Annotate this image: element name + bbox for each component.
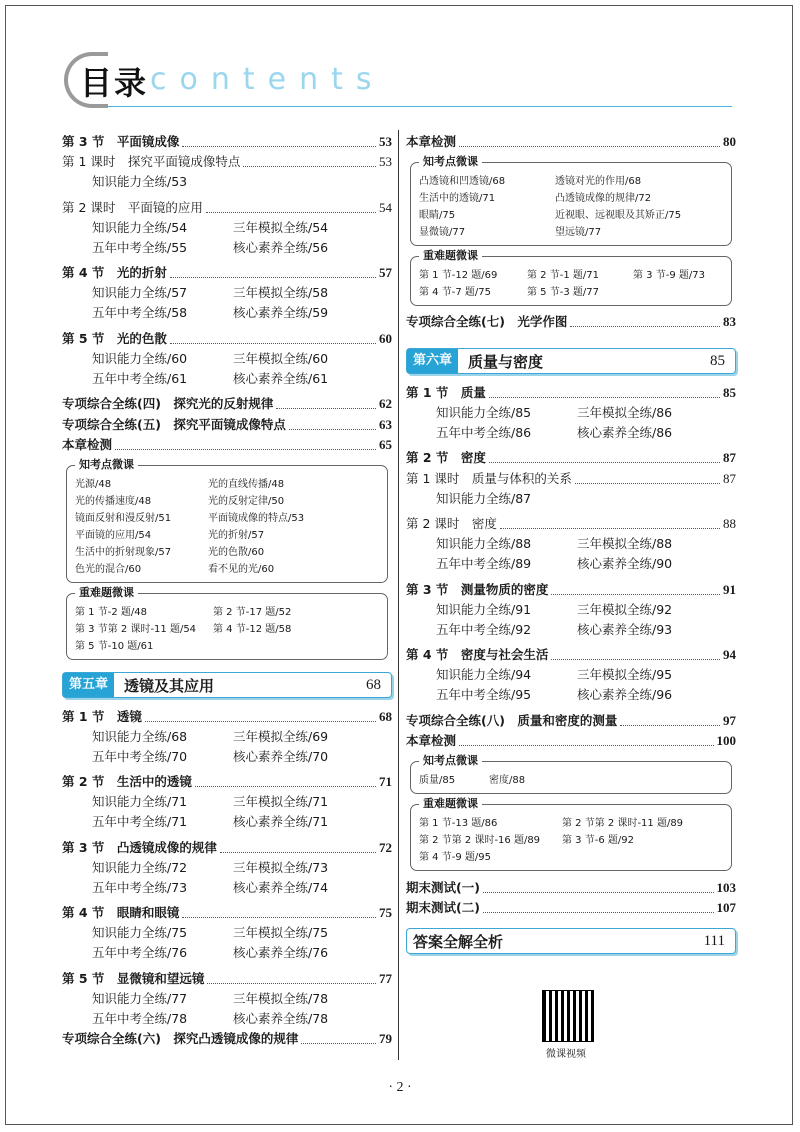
exercise-item: 三年模拟全练/86 bbox=[577, 404, 673, 420]
box-title: 知考点微课 bbox=[419, 155, 482, 169]
exercise-item: 五年中考全练/55 bbox=[92, 239, 188, 255]
exercise-item: 知识能力全练/94 bbox=[436, 667, 532, 682]
exercise-list bbox=[62, 989, 392, 1029]
lesson-item[interactable]: 质量/85 bbox=[419, 775, 456, 786]
lesson-item[interactable]: 平面镜成像的特点/53 bbox=[208, 513, 305, 524]
exercise-item: 核心素养全练/90 bbox=[577, 556, 673, 571]
exercise-item: 三年模拟全练/95 bbox=[577, 667, 673, 682]
lesson-item[interactable]: 看不见的光/60 bbox=[208, 564, 275, 575]
box-title: 重难题微课 bbox=[419, 797, 482, 811]
toc-entry[interactable]: 第 4 节 眼睛和眼镜 75 bbox=[62, 905, 392, 920]
exercise-item: 五年中考全练/70 bbox=[92, 748, 188, 764]
exercise-item: 知识能力全练/87 bbox=[436, 490, 532, 506]
lesson-item[interactable]: 第 5 节-3 题/77 bbox=[527, 286, 599, 298]
box-title: 知考点微课 bbox=[419, 754, 482, 768]
problem-lesson-box bbox=[410, 797, 732, 871]
exercise-item: 知识能力全练/75 bbox=[92, 925, 188, 940]
exercise-item: 三年模拟全练/92 bbox=[577, 601, 673, 617]
exercise-item: 核心素养全练/96 bbox=[577, 687, 673, 702]
toc-entry[interactable]: 第 1 节 质量 85 bbox=[406, 384, 736, 400]
lesson-item[interactable]: 第 4 节-12 题/58 bbox=[213, 624, 292, 635]
lesson-item[interactable]: 第 4 节-7 题/75 bbox=[419, 286, 491, 298]
lesson-item[interactable]: 第 2 节第 2 课时-16 题/89 bbox=[419, 835, 541, 846]
toc-entry[interactable]: 第 3 节 测量物质的密度 91 bbox=[406, 581, 736, 597]
exercise-list bbox=[406, 600, 736, 640]
exercise-item: 三年模拟全练/73 bbox=[233, 859, 329, 875]
qr-caption: 微课视频 bbox=[546, 1049, 586, 1060]
exercise-item: 知识能力全练/91 bbox=[436, 601, 532, 617]
exercise-item: 知识能力全练/85 bbox=[436, 404, 532, 420]
lesson-item[interactable]: 第 2 节-17 题/52 bbox=[213, 607, 292, 618]
toc-entry[interactable]: 第 2 课时 平面镜的应用 54 bbox=[62, 199, 392, 215]
toc-entry[interactable]: 第 2 节 生活中的透镜 71 bbox=[62, 774, 392, 789]
chapter-page: 85 bbox=[710, 352, 725, 369]
lesson-item[interactable]: 生活中的折射现象/57 bbox=[75, 547, 172, 558]
micro-lesson-box bbox=[66, 458, 388, 583]
toc-entry[interactable]: 第 5 节 光的色散 60 bbox=[62, 330, 392, 346]
lesson-item[interactable]: 光的直线传播/48 bbox=[208, 479, 285, 490]
exercise-item: 知识能力全练/54 bbox=[92, 219, 188, 235]
lesson-item[interactable]: 望远镜/77 bbox=[555, 226, 602, 238]
lesson-item[interactable]: 第 2 节第 2 课时-11 题/89 bbox=[562, 818, 684, 829]
toc-entry[interactable]: 本章检测 65 bbox=[62, 437, 392, 452]
page-number: · 2 · bbox=[388, 1080, 412, 1095]
problem-lesson-box bbox=[66, 586, 388, 660]
exercise-item: 核心素养全练/74 bbox=[233, 879, 329, 895]
exercise-item: 知识能力全练/88 bbox=[436, 536, 532, 551]
lesson-item[interactable]: 第 2 节-1 题/71 bbox=[527, 269, 599, 281]
toc-entry[interactable]: 专项综合全练(四) 探究光的反射规律 62 bbox=[62, 396, 392, 411]
exercise-item: 五年中考全练/92 bbox=[436, 621, 532, 637]
exercise-list bbox=[62, 923, 392, 963]
lesson-item[interactable]: 第 1 节-13 题/86 bbox=[419, 818, 498, 829]
problem-lesson-box bbox=[410, 248, 732, 306]
chapter-name: 质量与密度 bbox=[468, 352, 544, 371]
toc-entry[interactable]: 第 3 节 平面镜成像 53 bbox=[62, 133, 392, 149]
box-title: 重难题微课 bbox=[419, 249, 482, 263]
exercise-list bbox=[62, 218, 392, 258]
exercise-item: 核心素养全练/56 bbox=[233, 239, 329, 255]
chapter-label: 第五章 bbox=[63, 673, 114, 697]
lesson-item[interactable]: 生活中的透镜/71 bbox=[419, 192, 496, 204]
chapter-banner[interactable] bbox=[406, 348, 736, 374]
exercise-item: 五年中考全练/95 bbox=[436, 687, 532, 702]
toc-entry[interactable]: 本章检测 100 bbox=[406, 733, 736, 748]
toc-entry[interactable]: 第 4 节 光的折射 57 bbox=[62, 265, 392, 280]
lesson-item[interactable]: 光的色散/60 bbox=[208, 547, 265, 558]
exercise-item: 核心素养全练/70 bbox=[233, 748, 329, 764]
toc-entry[interactable]: 本章检测 80 bbox=[406, 133, 736, 149]
exercise-item: 五年中考全练/58 bbox=[92, 305, 188, 320]
exercise-list bbox=[406, 665, 736, 705]
toc-entry[interactable]: 第 3 节 凸透镜成像的规律 72 bbox=[62, 839, 392, 855]
toc-entry[interactable]: 第 1 课时 探究平面镜成像特点 53 bbox=[62, 154, 392, 169]
lesson-item[interactable]: 光的传播速度/48 bbox=[75, 496, 152, 507]
lesson-item[interactable]: 第 3 节第 2 课时-11 题/54 bbox=[75, 624, 197, 635]
lesson-item[interactable]: 密度/88 bbox=[489, 775, 526, 786]
lesson-item[interactable]: 第 3 节-9 题/73 bbox=[633, 269, 705, 281]
exercise-item: 知识能力全练/77 bbox=[92, 990, 188, 1006]
lesson-item[interactable]: 平面镜的应用/54 bbox=[75, 530, 152, 541]
exercise-item: 三年模拟全练/71 bbox=[233, 794, 329, 809]
toc-entry[interactable]: 专项综合全练(七) 光学作图 83 bbox=[406, 314, 736, 329]
lesson-item[interactable]: 第 3 节-6 题/92 bbox=[562, 835, 634, 846]
lesson-item[interactable]: 光的折射/57 bbox=[208, 530, 265, 541]
exercise-item: 知识能力全练/68 bbox=[92, 728, 188, 744]
lesson-item[interactable]: 眼睛/75 bbox=[419, 209, 456, 221]
column-divider bbox=[398, 130, 399, 1060]
chapter-banner[interactable] bbox=[62, 672, 392, 698]
toc-entry[interactable]: 第 4 节 密度与社会生活 94 bbox=[406, 647, 736, 662]
exercise-item: 五年中考全练/89 bbox=[436, 556, 532, 571]
toc-entry[interactable]: 第 2 节 密度 87 bbox=[406, 450, 736, 465]
exercise-item: 核心素养全练/59 bbox=[233, 305, 329, 320]
exercise-item: 五年中考全练/86 bbox=[436, 424, 532, 440]
exercise-list bbox=[62, 792, 392, 832]
toc-entry[interactable]: 期末测试(一) 103 bbox=[406, 879, 736, 895]
chapter-label: 第六章 bbox=[407, 349, 458, 373]
exercise-item: 核心素养全练/61 bbox=[233, 370, 329, 386]
lesson-item[interactable]: 光源/48 bbox=[75, 479, 112, 490]
exercise-list bbox=[62, 172, 392, 192]
toc-entry[interactable]: 专项综合全练(六) 探究凸透镜成像的规律 79 bbox=[62, 1031, 392, 1046]
lesson-item[interactable]: 镜面反射和漫反射/51 bbox=[75, 513, 172, 524]
lesson-item[interactable]: 凸透镜和凹透镜/68 bbox=[419, 175, 506, 187]
exercise-item: 三年模拟全练/88 bbox=[577, 536, 673, 551]
lesson-item[interactable]: 色光的混合/60 bbox=[75, 564, 142, 575]
exercise-list bbox=[406, 489, 736, 509]
micro-lesson-box bbox=[410, 154, 732, 246]
page-title: 目录 bbox=[80, 64, 149, 102]
chapter-name: 透镜及其应用 bbox=[124, 676, 215, 695]
toc-entry[interactable]: 期末测试(二) 107 bbox=[406, 900, 736, 915]
exercise-item: 知识能力全练/53 bbox=[92, 174, 188, 189]
exercise-list bbox=[406, 403, 736, 443]
exercise-item: 知识能力全练/72 bbox=[92, 859, 188, 875]
page-subtitle: contents bbox=[150, 62, 385, 97]
answers-title: 答案全解全析 bbox=[413, 932, 504, 951]
lesson-item[interactable]: 凸透镜成像的规律/72 bbox=[555, 192, 652, 204]
lesson-item[interactable]: 第 1 节-2 题/48 bbox=[75, 607, 147, 618]
lesson-item[interactable]: 透镜对光的作用/68 bbox=[555, 175, 642, 187]
toc-entry[interactable]: 专项综合全练(五) 探究平面镜成像特点 63 bbox=[62, 416, 392, 432]
lesson-item[interactable]: 第 4 节-9 题/95 bbox=[419, 852, 491, 863]
exercise-item: 三年模拟全练/75 bbox=[233, 925, 329, 940]
toc-entry[interactable]: 第 1 节 透镜 68 bbox=[62, 708, 392, 724]
exercise-item: 核心素养全练/78 bbox=[233, 1010, 329, 1026]
toc-entry[interactable]: 第 5 节 显微镜和望远镜 77 bbox=[62, 970, 392, 986]
box-title: 重难题微课 bbox=[75, 586, 138, 600]
answers-page: 111 bbox=[703, 932, 725, 949]
lesson-item[interactable]: 第 5 节-10 题/61 bbox=[75, 641, 154, 652]
micro-lesson-box bbox=[410, 754, 732, 794]
chapter-page: 68 bbox=[366, 676, 381, 693]
exercise-item: 三年模拟全练/60 bbox=[233, 350, 329, 366]
lesson-item[interactable]: 显微镜/77 bbox=[419, 226, 466, 238]
qr-code[interactable] bbox=[542, 990, 594, 1042]
exercise-item: 三年模拟全练/69 bbox=[233, 728, 329, 744]
exercise-item: 三年模拟全练/58 bbox=[233, 285, 329, 300]
exercise-list bbox=[62, 349, 392, 389]
lesson-item[interactable]: 第 1 节-12 题/69 bbox=[419, 269, 498, 281]
exercise-item: 五年中考全练/71 bbox=[92, 814, 188, 829]
lesson-item[interactable]: 近视眼、远视眼及其矫正/75 bbox=[555, 209, 682, 221]
box-title: 知考点微课 bbox=[75, 458, 138, 472]
lesson-item[interactable]: 光的反射定律/50 bbox=[208, 496, 285, 507]
toc-entry[interactable]: 专项综合全练(八) 质量和密度的测量 97 bbox=[406, 712, 736, 728]
exercise-item: 核心素养全练/93 bbox=[577, 621, 673, 637]
exercise-list bbox=[62, 727, 392, 767]
exercise-item: 核心素养全练/86 bbox=[577, 424, 673, 440]
exercise-item: 知识能力全练/57 bbox=[92, 285, 188, 300]
toc-entry[interactable]: 第 1 课时 质量与体积的关系 87 bbox=[406, 470, 736, 486]
answers-banner[interactable] bbox=[406, 928, 736, 954]
toc-entry[interactable]: 第 2 课时 密度 88 bbox=[406, 516, 736, 531]
exercise-list bbox=[62, 858, 392, 898]
right-column bbox=[406, 131, 736, 962]
exercise-item: 三年模拟全练/54 bbox=[233, 219, 329, 235]
exercise-item: 知识能力全练/60 bbox=[92, 350, 188, 366]
header-rule bbox=[108, 106, 732, 107]
exercise-item: 核心素养全练/76 bbox=[233, 945, 329, 960]
exercise-item: 五年中考全练/73 bbox=[92, 879, 188, 895]
exercise-item: 核心素养全练/71 bbox=[233, 814, 329, 829]
exercise-item: 知识能力全练/71 bbox=[92, 794, 188, 809]
exercise-list bbox=[62, 283, 392, 323]
exercise-item: 五年中考全练/78 bbox=[92, 1010, 188, 1026]
exercise-item: 五年中考全练/61 bbox=[92, 370, 188, 386]
exercise-item: 三年模拟全练/78 bbox=[233, 990, 329, 1006]
exercise-list bbox=[406, 534, 736, 574]
exercise-item: 五年中考全练/76 bbox=[92, 945, 188, 960]
left-column bbox=[62, 131, 392, 1049]
